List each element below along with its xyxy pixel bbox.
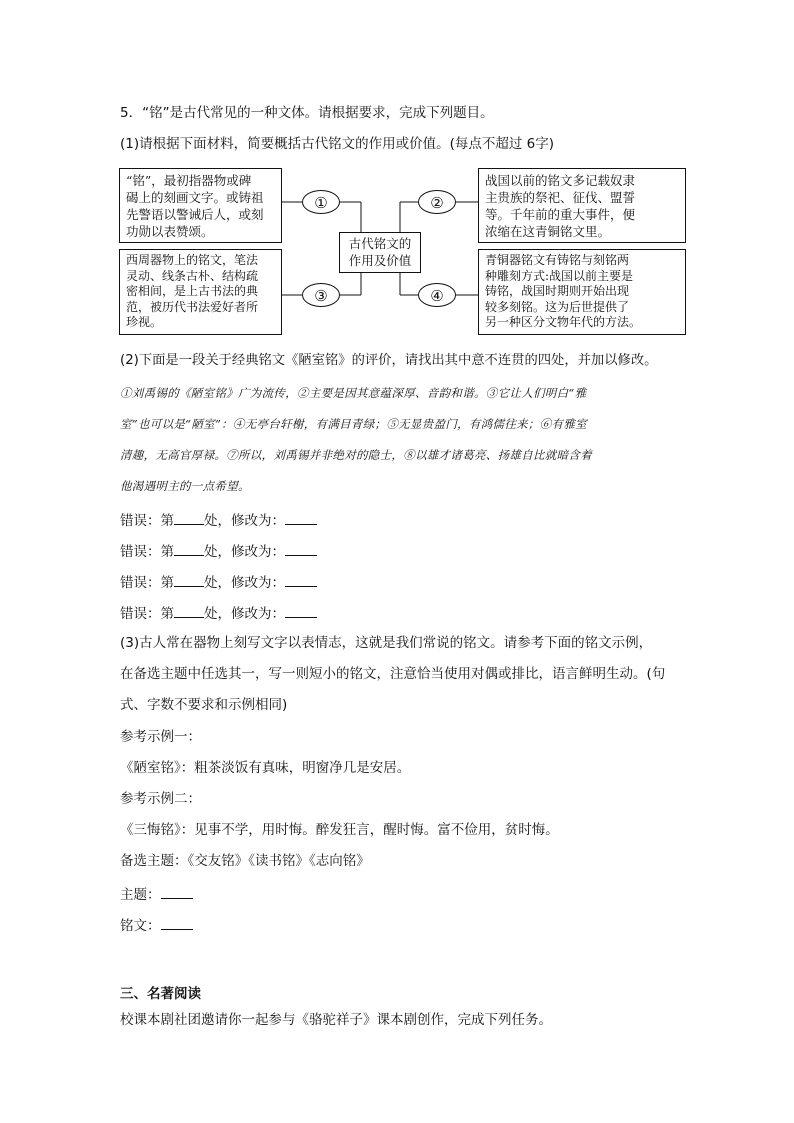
error-label: 错误：第 (120, 575, 174, 591)
box-line: 西周器物上的铭文，笔法 (126, 253, 259, 267)
box-line: “铭”，最初指器物或碑 (126, 173, 252, 188)
box-line: 青铜器铭文有铸铭与刻铭两 (485, 253, 630, 267)
box-line: 另一种区分文物年代的方法。 (485, 315, 642, 329)
box-line: 较多刻铭。这为后世提供了 (485, 299, 630, 314)
box-line: 浓缩在这青铜铭文里。 (485, 224, 611, 239)
box-line: 范，被历代书法爱好者所 (126, 299, 259, 314)
error-line-3 (120, 572, 317, 592)
theme-line (120, 884, 193, 904)
error-label: 错误：第 (120, 606, 174, 622)
part-3-prompt: 在备选主题中任选其一，写一则短小的铭文，注意恰当使用对偶或排比，语言鲜明生动。(句 (120, 666, 666, 682)
example-1-text: 《陋室铭》：粗茶淡饭有真味，明窗净几是安居。 (120, 760, 411, 776)
error-label: 处，修改为： (204, 606, 285, 622)
part-3-prompt: 式、字数不要求和示例相同) (120, 697, 288, 713)
theme-label: 主题： (120, 887, 161, 903)
passage-line: 他渴遇明主的一点希望。 (120, 479, 250, 493)
box-line: 先警语以警诫后人，或刻 (126, 207, 264, 222)
error-line-4 (120, 603, 317, 623)
box-line: 主贵族的祭祀、征伐、盟誓 (485, 190, 636, 205)
box-line: 战国以前的铭文多记载奴隶 (485, 173, 636, 188)
error-position-blank[interactable] (174, 572, 204, 587)
center-line: 作用及价值 (348, 253, 412, 268)
section-3-intro: 校课本剧社团邀请你一起参与《骆驼祥子》课本剧创作，完成下列任务。 (120, 1012, 552, 1028)
box-line: 等。千年前的重大事件，便 (485, 207, 636, 222)
correction-blank[interactable] (285, 572, 317, 587)
center-box (339, 232, 421, 273)
inscription-blank[interactable] (161, 915, 193, 930)
passage-line: 清趣，无高官厚禄。⑦所以，刘禹锡并非绝对的隐士，⑧以雄才诸葛亮、扬雄自比就暗含着 (120, 448, 592, 462)
error-line-2 (120, 541, 317, 561)
error-label: 处，修改为： (204, 544, 285, 560)
part-2-prompt: (2)下面是一段关于经典铭文《陋室铭》的评价，请找出其中意不连贯的四处，并加以修改。 (120, 353, 658, 368)
theme-blank[interactable] (161, 884, 193, 899)
error-line-1 (120, 510, 317, 530)
section-3-title: 三、名著阅读 (120, 986, 201, 1002)
example-2-text: 《三悔铭》：见事不学，用时悔。醉发狂言，醒时悔。富不俭用，贫时悔。 (120, 822, 559, 838)
box-line: 密相间，是上古书法的典 (126, 284, 259, 298)
material-box-top-right (478, 168, 686, 243)
center-line: 古代铭文的 (348, 236, 412, 251)
question-5-title: 5．“铭”是古代常见的一种文体。请根据要求，完成下列题目。 (120, 105, 494, 121)
material-box-bottom-left (119, 249, 282, 335)
box-line: 种雕刻方式:战国以前主要是 (485, 268, 634, 283)
example-2-label: 参考示例二： (120, 791, 201, 807)
error-label: 错误：第 (120, 513, 174, 529)
correction-blank[interactable] (285, 510, 317, 525)
answer-oval-3[interactable]: ③ (302, 283, 340, 307)
box-line: 铸铭，战国时期则开始出现 (485, 284, 630, 298)
passage-line: ①刘禹锡的《陋室铭》广为流传，②主要是因其意蕴深厚、音韵和谐。③它让人们明白“雅 (120, 386, 587, 400)
answer-oval-1[interactable]: ① (302, 190, 340, 214)
box-line: 碣上的刻画文字。或铸祖 (126, 190, 264, 205)
inscription-line (120, 915, 193, 935)
part-3-prompt: (3)古人常在器物上刻写文字以表情志，这就是我们常说的铭文。请参考下面的铭文示例， (120, 635, 653, 651)
box-line: 功勋以表赞颂。 (126, 224, 214, 239)
material-box-bottom-right (478, 249, 686, 335)
answer-oval-4[interactable]: ④ (418, 283, 456, 307)
inscription-label: 铭文： (120, 918, 161, 934)
error-label: 处，修改为： (204, 513, 285, 529)
answer-oval-2[interactable]: ② (418, 190, 456, 214)
passage-line: 室”也可以是“陋室”：④无亭台轩榭，有满目青绿；⑤无显贵盈门，有鸿儒往来；⑥有雅室 (120, 417, 587, 431)
correction-blank[interactable] (285, 603, 317, 618)
error-label: 处，修改为： (204, 575, 285, 591)
box-line: 珍视。 (126, 315, 163, 329)
error-position-blank[interactable] (174, 603, 204, 618)
topic-options: 备选主题：《交友铭》《读书铭》《志向铭》 (120, 853, 370, 869)
correction-blank[interactable] (285, 541, 317, 556)
error-position-blank[interactable] (174, 510, 204, 525)
box-line: 灵动、线条古朴、结构疏 (126, 268, 259, 283)
part-1-prompt: (1)请根据下面材料，简要概括古代铭文的作用或价值。(每点不超过 6字) (120, 136, 555, 152)
error-label: 错误：第 (120, 544, 174, 560)
error-position-blank[interactable] (174, 541, 204, 556)
material-box-top-left (119, 168, 282, 243)
example-1-label: 参考示例一： (120, 729, 201, 745)
